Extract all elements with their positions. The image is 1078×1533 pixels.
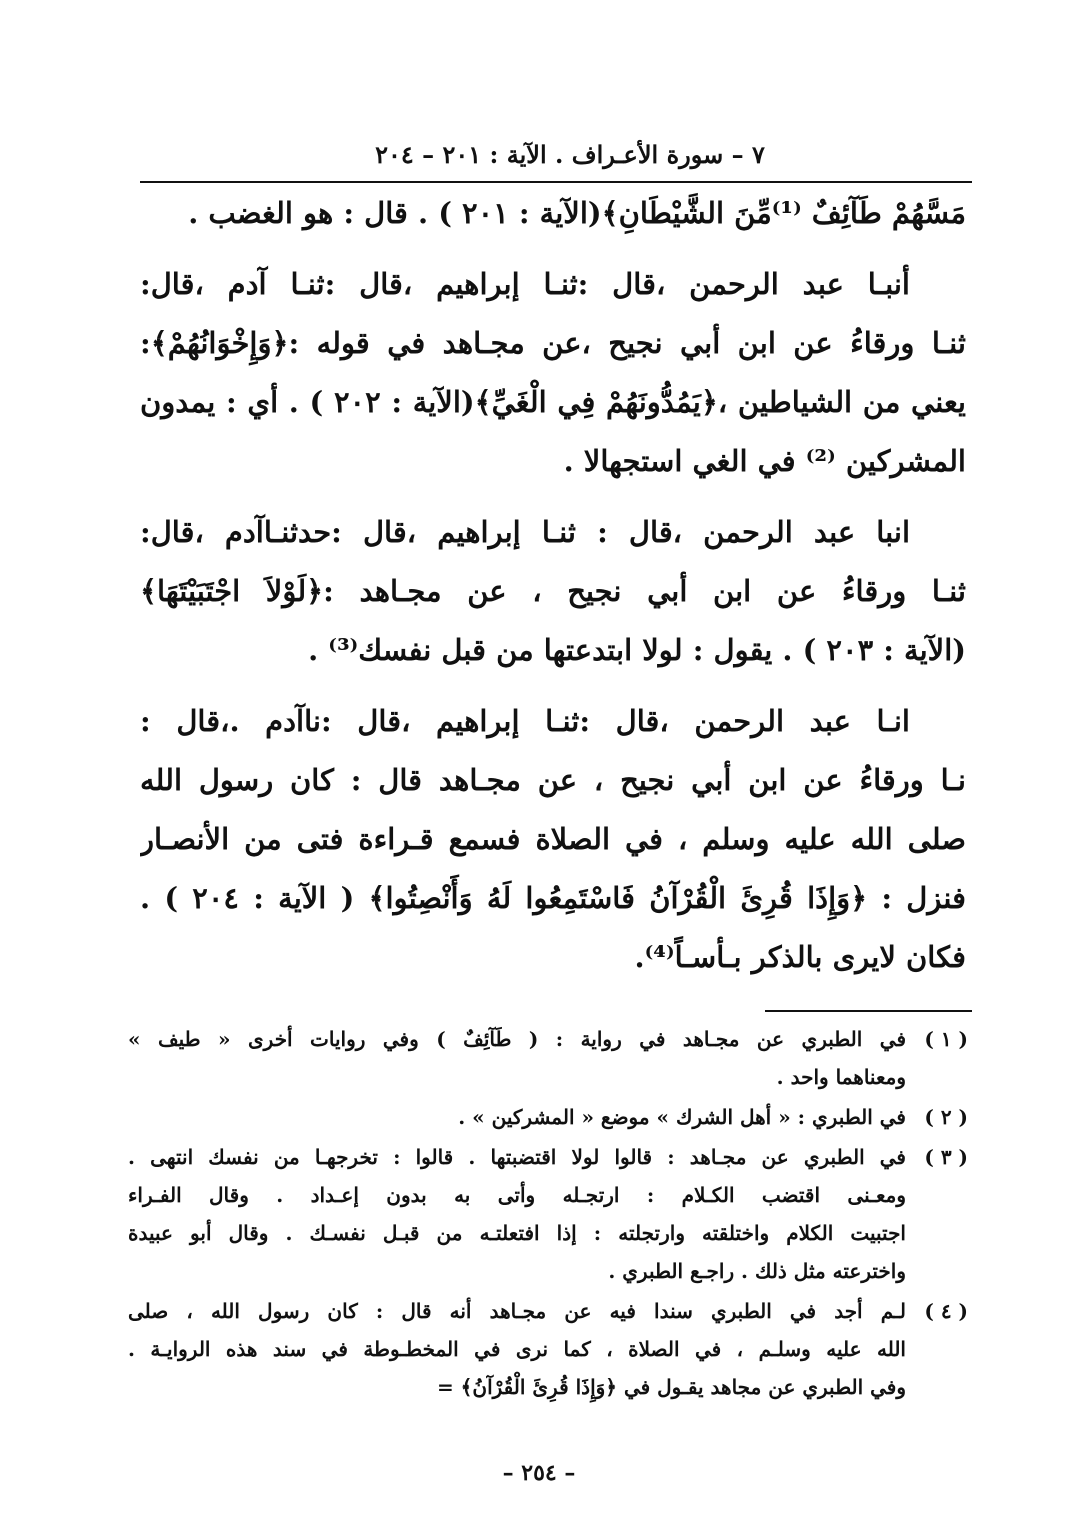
paragraph-4 [140,692,966,987]
footnote-number: ( ٢ ) [924,1105,968,1129]
paragraph-gap [140,243,966,255]
footnote-line: في الطبري : « أهل الشرك » موضع « المشركين » . [458,1105,906,1129]
footnote-3 [128,1138,968,1290]
footnote-text [128,1138,906,1290]
paragraph-gap [140,491,966,503]
text-line: فكان لايرى بالذكر بـأسـاً⁽⁴⁾. [634,940,966,974]
footnote-4 [128,1292,968,1406]
header-rule [140,181,972,183]
footnote-line: اجتبيت الكلام واختلقته وارتجلته : إذا افتعلتـه من قبـل نفسـك . وقال أبو عبيدة [128,1221,906,1245]
footnote-number: ( ٣ ) [924,1145,968,1169]
footnote-number: ( ٤ ) [924,1299,968,1323]
footnote-line: في الطبري عن مجـاهد : قالوا لولا اقتضبتها . قالوا : تخرجهـا من نفسك انتهى . [128,1145,906,1169]
footnote-line: وفي الطبري عن مجاهد يقـول في ﴿وَإِذَا قُرِئَ الْقُرْآنُ﴾ = [436,1375,906,1399]
text-line: مَسَّهُمْ طَآئِفٌ ⁽¹⁾مِّنَ الشَّيْطَانِ﴾(الآية : ٢٠١ ) . قال : هو الغضب . [188,196,966,230]
footnote-line: لـم أجد في الطبري سندا فيه عن مجـاهد أنه قال : كان رسول الله ، صلى [128,1299,906,1323]
text-line: انبا عبد الرحمن ،قال : ثنـا إبراهيم ،قال :حدثنـاآدم ،قال: [140,515,910,549]
footnote-number: ( ١ ) [924,1027,968,1051]
text-line: صلى الله عليه وسلم ، في الصلاة فسمع قـراءة فتى من الأنصـار [140,822,966,856]
footnote-line: ومعـنى اقتضب الكـلام : ارتجـله وأتى به بدون إعـداد . وقال الفـراء [128,1183,906,1207]
page-number: – ٢٥٤ – [502,1460,576,1486]
text-line: يعني من الشياطين ،﴿يَمُدُّونَهُمْ فِي الْغَيِّ﴾(الآية : ٢٠٢ ) . أي : يمدون [140,385,966,419]
text-line: نـا ورقاءُ عن ابن أبي نجيح ، عن مجـاهد قال : كان رسول الله [140,763,966,797]
text-line: فنزل : ﴿وَإِذَا قُرِئَ الْقُرْآنُ فَاسْتَمِعُوا لَهُ وَأَنْصِتُوا﴾ ( الآية : ٢٠٤ ) . [140,881,966,915]
footnote-line: واخترعته مثل ذلك . راجـع الطبري . [608,1259,906,1283]
footnote-rule [765,1010,972,1012]
footnote-line: في الطبري عن مجـاهد في رواية : ( طَآئِفٌ ) وفي روايات أخرى « طيف » [128,1027,906,1051]
footnote-1 [128,1020,968,1096]
paragraph-gap [140,680,966,692]
text-line: (الآية : ٢٠٣ ) . يقول : لولا ابتدعتها من قبل نفسك⁽³⁾ . [308,633,966,667]
paragraph-3 [140,503,966,680]
footnote-text [128,1098,906,1136]
footnote-text [128,1020,906,1096]
footnote-line: ومعناهما واحد . [776,1065,906,1089]
footnote-line: الله عليه وسلـم ، في الصلاة ، كما نرى في المخطـوطة في سند هذه الروايـة . [128,1337,906,1361]
paragraph-2 [140,255,966,491]
text-line: ثنـا ورقاءُ عن ابن أبي نجيح ، عن مجـاهد :﴿لَوْلاَ اجْتَبَيْتَهَا﴾ [140,574,966,608]
text-line: ثنـا ورقاءُ عن ابن أبي نجيح ،عن مجـاهد في قوله :﴿وَإِخْوَانُهُمْ﴾: [140,326,966,360]
text-line: انـا عبد الرحمن ،قال :ثنـا إبراهيم ،قال :ناآدم .،قال : [140,704,910,738]
main-text [140,184,966,987]
text-line: المشركين ⁽²⁾ في الغي استجهالا . [563,444,966,478]
footnote-2 [128,1098,968,1136]
running-header: ٧ – سورة الأعـراف . الآية : ٢٠١ – ٢٠٤ [375,140,765,169]
footnotes [128,1020,968,1408]
footnote-text [128,1292,906,1406]
paragraph-1 [140,184,966,243]
text-line: أنبـا عبد الرحمن ،قال :ثنـا إبراهيم ،قال :ثنـا آدم ،قال: [140,267,910,301]
